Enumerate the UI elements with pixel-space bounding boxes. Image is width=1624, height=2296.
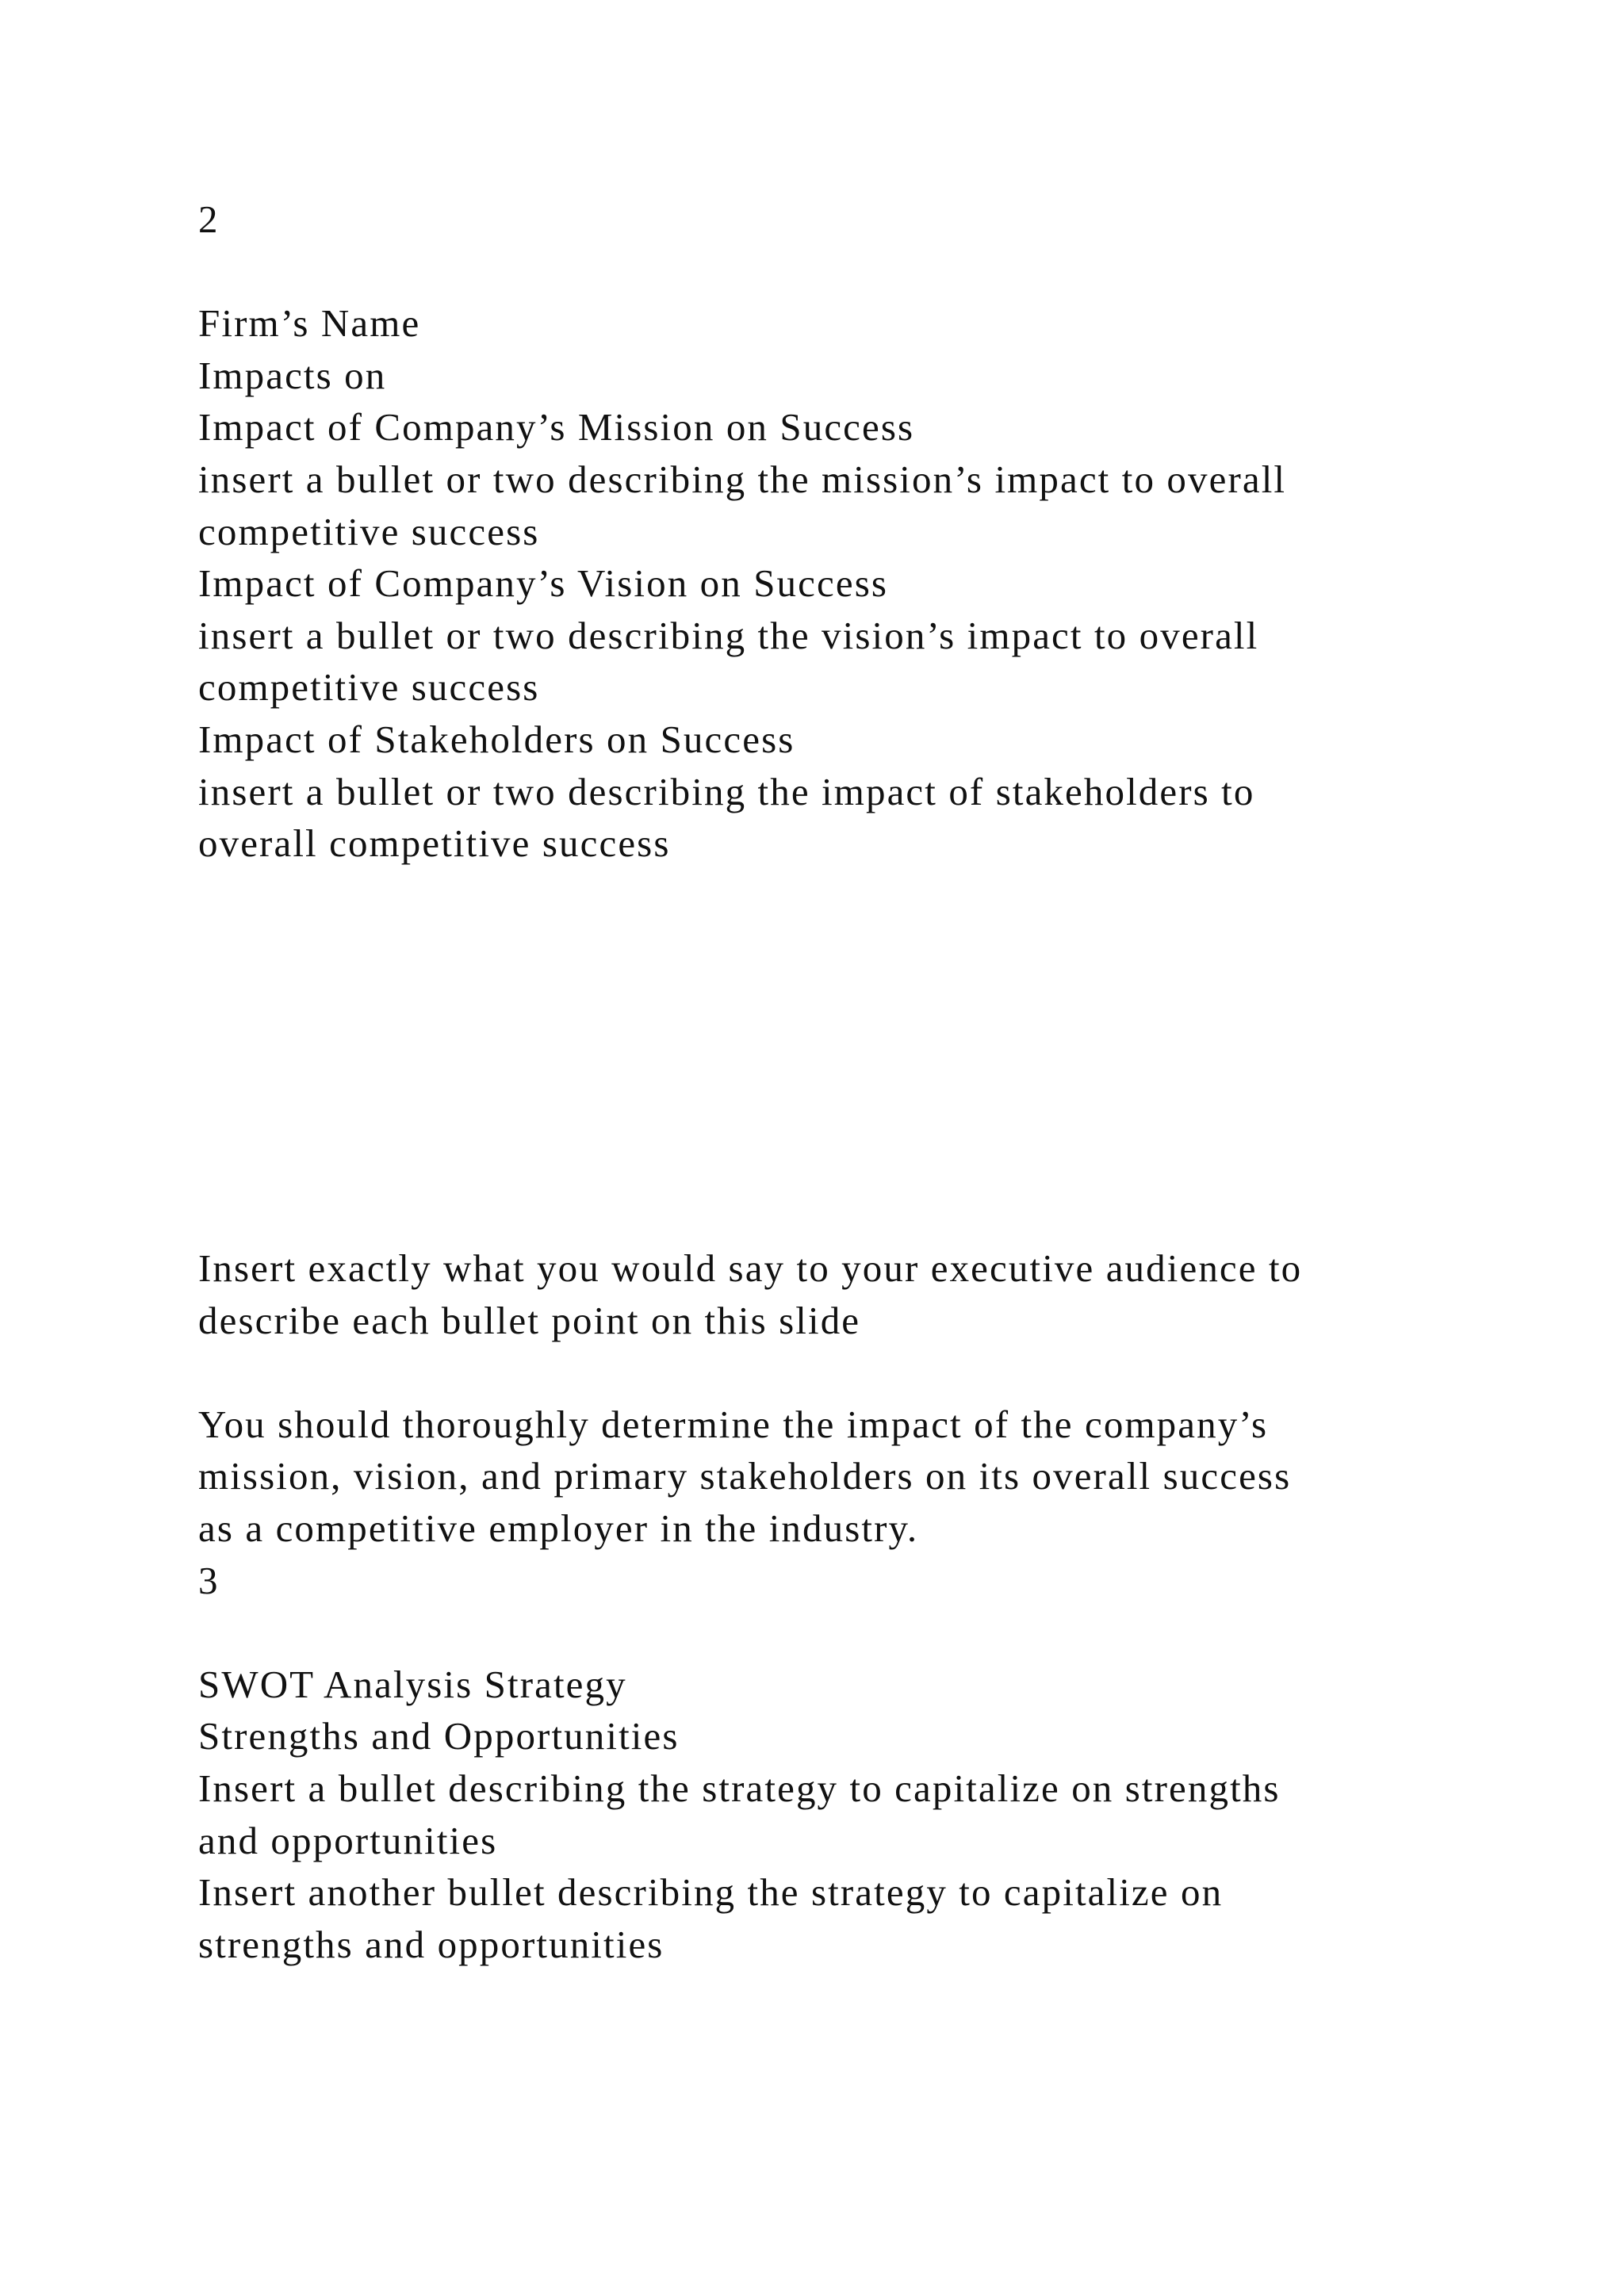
page-number: 2 [198,197,220,241]
section-2 [198,193,1483,870]
slide-heading: Impact of Company’s Mission on Success [198,405,915,450]
slide-title: Firm’s Name [198,301,421,346]
instruction-line: mission, vision, and primary stakeholders on its overall success [198,1454,1292,1498]
slide-subtitle: Strengths and Opportunities [198,1714,680,1758]
slide-bullet: competitive success [198,509,540,553]
slide-title: SWOT Analysis Strategy [198,1662,627,1706]
slide-bullet: and opportunities [198,1818,498,1862]
blank-line [198,1346,1483,1399]
slide-bullet: overall competitive success [198,821,671,866]
page-number: 3 [198,1558,220,1602]
notes-line: Insert exactly what you would say to your executive audience to [198,1246,1303,1290]
slide-bullet: Insert another bullet describing the strategy to capitalize on [198,1870,1224,1915]
blank-line [198,1606,1483,1659]
slide-bullet: insert a bullet or two describing the mission’s impact to overall [198,457,1287,501]
slide-bullet: insert a bullet or two describing the impact of stakeholders to [198,769,1255,813]
slide-subtitle: Impacts on [198,353,387,397]
slide-heading: Impact of Company’s Vision on Success [198,561,889,606]
instruction-line: You should thoroughly determine the impact of the company’s [198,1402,1269,1446]
slide-heading: Impact of Stakeholders on Success [198,717,795,761]
blank-line [198,246,1483,298]
slide-bullet: strengths and opportunities [198,1922,665,1966]
notes-line: describe each bullet point on this slide [198,1298,861,1342]
slide-bullet: Insert a bullet describing the strategy to capitalize on strengths [198,1766,1281,1810]
slide-bullet: insert a bullet or two describing the vision’s impact to overall [198,613,1259,657]
slide-bullet: competitive success [198,665,540,710]
instruction-line: as a competitive employer in the industry. [198,1506,919,1550]
speaker-notes [198,1242,1483,1970]
